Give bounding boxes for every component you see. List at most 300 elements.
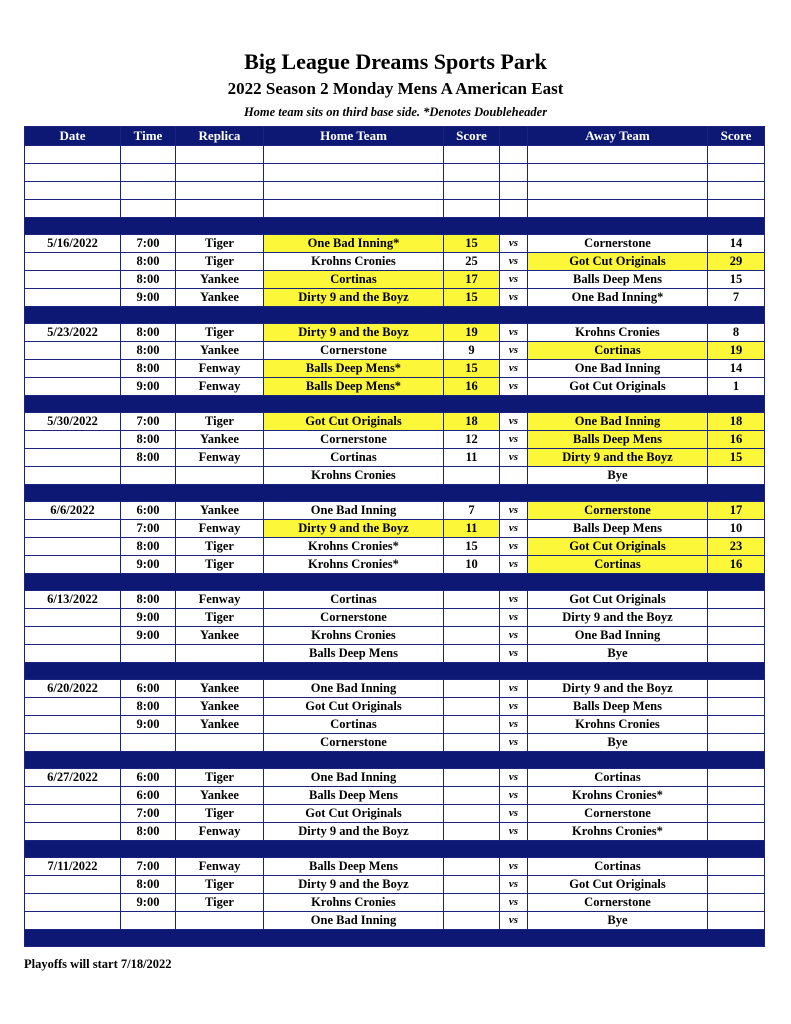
field-cell: Yankee [176,698,264,716]
away-team-cell: One Bad Inning [528,360,708,378]
field-cell: Fenway [176,858,264,876]
field-cell: Tiger [176,805,264,823]
blank-cell [121,200,176,218]
home-score-cell [444,876,500,894]
blank-cell [121,164,176,182]
time-cell: 9:00 [121,716,176,734]
blank-cell [708,164,765,182]
vs-cell: vs [500,894,528,912]
blank-cell [25,146,121,164]
vs-cell: vs [500,520,528,538]
away-team-cell: Krohns Cronies* [528,787,708,805]
date-cell: 5/30/2022 [25,413,121,431]
away-team-cell: Got Cut Originals [528,538,708,556]
away-score-cell: 15 [708,449,765,467]
time-cell: 8:00 [121,449,176,467]
away-score-cell: 14 [708,360,765,378]
home-team-cell: Dirty 9 and the Boyz [264,324,444,342]
time-cell: 8:00 [121,823,176,841]
field-cell: Tiger [176,769,264,787]
game-row [25,823,765,841]
away-score-cell: 16 [708,556,765,574]
separator-cell [25,307,765,324]
away-team-cell: Cortinas [528,769,708,787]
away-score-cell [708,876,765,894]
blank-cell [500,146,528,164]
away-score-cell: 1 [708,378,765,396]
game-row [25,289,765,307]
time-cell: 8:00 [121,876,176,894]
date-cell: 6/13/2022 [25,591,121,609]
date-cell [25,538,121,556]
vs-cell: vs [500,734,528,752]
col-away-score: Score [708,127,765,146]
home-team-cell: Balls Deep Mens* [264,360,444,378]
vs-cell: vs [500,858,528,876]
game-row [25,271,765,289]
game-row [25,324,765,342]
field-cell: Yankee [176,431,264,449]
away-score-cell [708,698,765,716]
home-score-cell [444,716,500,734]
game-row [25,556,765,574]
blank-cell [176,182,264,200]
game-row [25,360,765,378]
blank-cell [121,146,176,164]
time-cell: 8:00 [121,324,176,342]
blank-cell [708,146,765,164]
time-cell: 9:00 [121,609,176,627]
vs-cell: vs [500,342,528,360]
home-score-cell: 19 [444,324,500,342]
game-row [25,734,765,752]
vs-cell: vs [500,235,528,253]
time-cell: 8:00 [121,591,176,609]
week-separator [25,663,765,680]
home-score-cell [444,769,500,787]
separator-cell [25,396,765,413]
away-team-cell: Balls Deep Mens [528,431,708,449]
date-cell [25,271,121,289]
vs-cell [500,467,528,485]
away-team-cell: Cortinas [528,342,708,360]
vs-cell: vs [500,413,528,431]
home-score-cell [444,698,500,716]
blank-cell [528,146,708,164]
field-cell: Yankee [176,271,264,289]
home-team-cell: Cornerstone [264,431,444,449]
away-score-cell [708,787,765,805]
game-row [25,538,765,556]
away-team-cell: Krohns Cronies [528,324,708,342]
game-row [25,912,765,930]
week-separator [25,485,765,502]
field-cell [176,467,264,485]
blank-cell [25,182,121,200]
vs-cell: vs [500,253,528,271]
time-cell: 7:00 [121,413,176,431]
time-cell: 8:00 [121,698,176,716]
separator-cell [25,218,765,235]
away-score-cell: 18 [708,413,765,431]
header-row [25,127,765,146]
game-row [25,858,765,876]
blank-cell [708,200,765,218]
away-score-cell: 15 [708,271,765,289]
date-cell [25,698,121,716]
home-team-cell: Cortinas [264,271,444,289]
time-cell: 9:00 [121,378,176,396]
time-cell: 9:00 [121,627,176,645]
vs-cell: vs [500,876,528,894]
date-cell [25,787,121,805]
blank-cell [444,200,500,218]
col-vs [500,127,528,146]
away-team-cell: Got Cut Originals [528,378,708,396]
vs-cell: vs [500,698,528,716]
blank-cell [25,200,121,218]
page-title: Big League Dreams Sports Park [244,49,547,74]
date-cell [25,894,121,912]
blank-row [25,164,765,182]
date-cell [25,360,121,378]
home-team-cell: Krohns Cronies* [264,556,444,574]
away-team-cell: Dirty 9 and the Boyz [528,680,708,698]
separator-cell [25,841,765,858]
field-cell: Yankee [176,716,264,734]
date-cell: 5/23/2022 [25,324,121,342]
week-separator [25,841,765,858]
game-row [25,698,765,716]
game-row [25,609,765,627]
home-score-cell [444,805,500,823]
home-team-cell: Got Cut Originals [264,413,444,431]
away-team-cell: Bye [528,467,708,485]
vs-cell: vs [500,912,528,930]
game-row [25,876,765,894]
away-score-cell [708,680,765,698]
col-home-score: Score [444,127,500,146]
date-cell [25,467,121,485]
home-score-cell: 11 [444,520,500,538]
blank-cell [500,200,528,218]
week-separator [25,218,765,235]
date-cell: 6/27/2022 [25,769,121,787]
blank-cell [708,182,765,200]
week-separator [25,307,765,324]
blank-cell [528,164,708,182]
vs-cell: vs [500,591,528,609]
away-score-cell: 7 [708,289,765,307]
vs-cell: vs [500,556,528,574]
blank-cell [25,164,121,182]
date-cell: 6/20/2022 [25,680,121,698]
game-row [25,520,765,538]
home-team-cell: One Bad Inning* [264,235,444,253]
home-score-cell: 15 [444,235,500,253]
away-team-cell: Cortinas [528,858,708,876]
away-score-cell [708,769,765,787]
home-score-cell [444,627,500,645]
away-team-cell: Got Cut Originals [528,591,708,609]
date-cell: 7/11/2022 [25,858,121,876]
blank-cell [444,146,500,164]
away-score-cell [708,591,765,609]
blank-cell [500,164,528,182]
home-team-cell: Dirty 9 and the Boyz [264,520,444,538]
blank-cell [176,164,264,182]
time-cell: 8:00 [121,253,176,271]
separator-cell [25,485,765,502]
away-score-cell [708,823,765,841]
vs-cell: vs [500,823,528,841]
away-team-cell: Cornerstone [528,235,708,253]
away-team-cell: Balls Deep Mens [528,271,708,289]
game-row [25,253,765,271]
home-score-cell [444,591,500,609]
vs-cell: vs [500,324,528,342]
home-score-cell: 25 [444,253,500,271]
away-score-cell: 17 [708,502,765,520]
game-row [25,591,765,609]
home-team-cell: Krohns Cronies [264,467,444,485]
week-separator [25,752,765,769]
field-cell: Tiger [176,235,264,253]
blank-row [25,146,765,164]
blank-cell [121,182,176,200]
away-team-cell: Balls Deep Mens [528,520,708,538]
game-row [25,413,765,431]
vs-cell: vs [500,431,528,449]
game-row [25,716,765,734]
home-team-cell: Balls Deep Mens* [264,378,444,396]
home-score-cell [444,787,500,805]
date-cell [25,805,121,823]
field-cell: Tiger [176,324,264,342]
vs-cell: vs [500,360,528,378]
away-team-cell: One Bad Inning [528,627,708,645]
date-cell [25,431,121,449]
home-score-cell [444,894,500,912]
blank-cell [176,200,264,218]
game-row [25,431,765,449]
field-cell: Tiger [176,876,264,894]
home-team-cell: Got Cut Originals [264,805,444,823]
vs-cell: vs [500,680,528,698]
blank-cell [264,200,444,218]
home-team-cell: Dirty 9 and the Boyz [264,823,444,841]
home-score-cell: 15 [444,289,500,307]
away-team-cell: Got Cut Originals [528,253,708,271]
vs-cell: vs [500,502,528,520]
date-cell [25,734,121,752]
away-score-cell: 16 [708,431,765,449]
home-team-cell: Balls Deep Mens [264,858,444,876]
away-score-cell [708,805,765,823]
blank-cell [500,182,528,200]
game-row [25,680,765,698]
time-cell: 8:00 [121,431,176,449]
time-cell: 6:00 [121,680,176,698]
game-row [25,235,765,253]
away-score-cell [708,734,765,752]
col-replica: Replica [176,127,264,146]
home-team-cell: Got Cut Originals [264,698,444,716]
field-cell [176,734,264,752]
game-row [25,342,765,360]
time-cell: 9:00 [121,556,176,574]
field-cell: Yankee [176,680,264,698]
date-cell: 5/16/2022 [25,235,121,253]
col-date: Date [25,127,121,146]
home-score-cell [444,823,500,841]
date-cell [25,378,121,396]
home-score-cell [444,680,500,698]
away-team-cell: Cornerstone [528,805,708,823]
blank-cell [528,182,708,200]
field-cell: Tiger [176,413,264,431]
home-score-cell: 15 [444,360,500,378]
blank-cell [528,200,708,218]
blank-cell [444,164,500,182]
date-cell [25,609,121,627]
date-cell [25,912,121,930]
away-team-cell: Cornerstone [528,502,708,520]
home-team-cell: One Bad Inning [264,680,444,698]
time-cell: 7:00 [121,235,176,253]
time-cell: 8:00 [121,342,176,360]
game-row [25,449,765,467]
away-score-cell [708,609,765,627]
vs-cell: vs [500,289,528,307]
away-score-cell [708,858,765,876]
away-score-cell: 19 [708,342,765,360]
away-score-cell [708,645,765,663]
time-cell [121,734,176,752]
home-score-cell: 9 [444,342,500,360]
game-row [25,787,765,805]
time-cell: 6:00 [121,769,176,787]
date-cell [25,556,121,574]
game-row [25,378,765,396]
home-team-cell: One Bad Inning [264,912,444,930]
blank-row [25,182,765,200]
home-team-cell: Krohns Cronies [264,627,444,645]
time-cell [121,467,176,485]
away-team-cell: Krohns Cronies [528,716,708,734]
vs-cell: vs [500,609,528,627]
away-team-cell: One Bad Inning [528,413,708,431]
page-subtitle: 2022 Season 2 Monday Mens A American East [227,79,564,98]
field-cell: Tiger [176,253,264,271]
home-team-cell: Dirty 9 and the Boyz [264,289,444,307]
field-cell: Yankee [176,787,264,805]
home-team-cell: Cortinas [264,449,444,467]
game-row [25,645,765,663]
away-score-cell: 8 [708,324,765,342]
away-team-cell: Dirty 9 and the Boyz [528,449,708,467]
vs-cell: vs [500,769,528,787]
game-row [25,769,765,787]
field-cell: Fenway [176,378,264,396]
field-cell: Yankee [176,502,264,520]
date-cell [25,520,121,538]
away-score-cell: 29 [708,253,765,271]
time-cell [121,912,176,930]
week-separator [25,574,765,591]
home-team-cell: Cortinas [264,591,444,609]
home-score-cell [444,609,500,627]
separator-cell [25,574,765,591]
col-home-team: Home Team [264,127,444,146]
date-cell [25,253,121,271]
vs-cell: vs [500,716,528,734]
away-team-cell: Krohns Cronies* [528,823,708,841]
home-score-cell: 10 [444,556,500,574]
away-score-cell: 10 [708,520,765,538]
home-team-cell: Krohns Cronies* [264,538,444,556]
away-team-cell: Cortinas [528,556,708,574]
vs-cell: vs [500,449,528,467]
away-team-cell: Dirty 9 and the Boyz [528,609,708,627]
away-team-cell: Got Cut Originals [528,876,708,894]
away-score-cell [708,894,765,912]
time-cell [121,645,176,663]
time-cell: 7:00 [121,520,176,538]
schedule-note: Home team sits on third base side. *Denotes Doubleheader [243,105,548,119]
home-team-cell: Dirty 9 and the Boyz [264,876,444,894]
home-score-cell [444,858,500,876]
time-cell: 8:00 [121,360,176,378]
date-cell [25,645,121,663]
home-team-cell: Cornerstone [264,734,444,752]
home-team-cell: One Bad Inning [264,769,444,787]
blank-cell [176,146,264,164]
home-score-cell: 12 [444,431,500,449]
home-score-cell [444,645,500,663]
home-team-cell: Cortinas [264,716,444,734]
field-cell: Fenway [176,591,264,609]
time-cell: 9:00 [121,289,176,307]
date-cell [25,449,121,467]
field-cell: Yankee [176,342,264,360]
time-cell: 6:00 [121,502,176,520]
away-team-cell: One Bad Inning* [528,289,708,307]
home-score-cell [444,912,500,930]
field-cell: Tiger [176,609,264,627]
time-cell: 7:00 [121,858,176,876]
vs-cell: vs [500,271,528,289]
field-cell: Yankee [176,627,264,645]
schedule-table [24,126,765,947]
home-score-cell: 7 [444,502,500,520]
time-cell: 9:00 [121,894,176,912]
home-team-cell: Krohns Cronies [264,253,444,271]
week-separator [25,396,765,413]
home-score-cell: 11 [444,449,500,467]
col-away-team: Away Team [528,127,708,146]
game-row [25,627,765,645]
field-cell [176,912,264,930]
date-cell [25,342,121,360]
playoffs-note: Playoffs will start 7/18/2022 [24,957,172,971]
field-cell: Fenway [176,449,264,467]
game-row [25,502,765,520]
date-cell [25,716,121,734]
vs-cell: vs [500,645,528,663]
home-team-cell: Krohns Cronies [264,894,444,912]
away-score-cell [708,912,765,930]
